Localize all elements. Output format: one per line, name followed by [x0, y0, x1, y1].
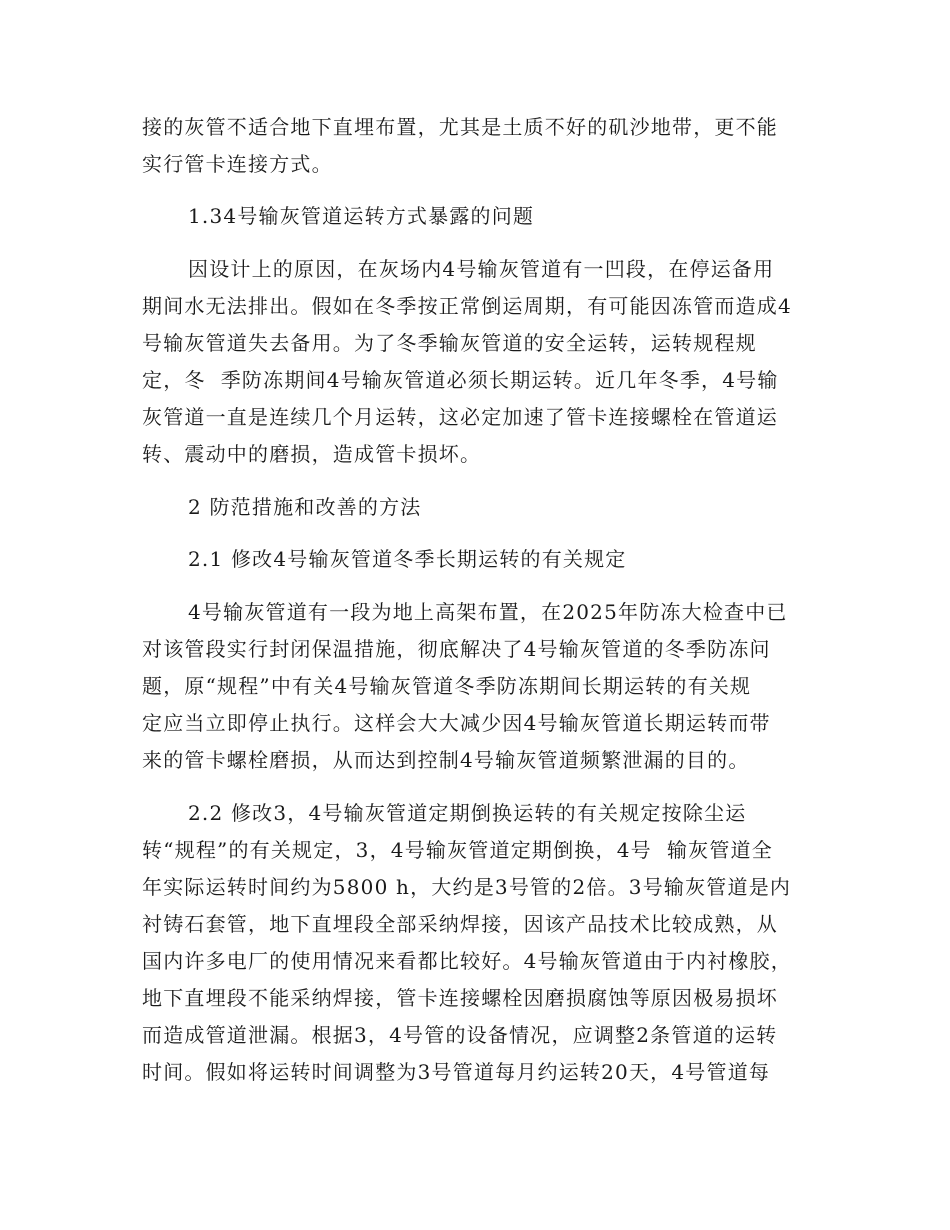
text-line: 对该管段实行封闭保温措施，彻底解决了4号输灰管道的冬季防冻问 [142, 637, 771, 661]
text-line: 转“规程”的有关规定，3，4号输灰管道定期倒换，4号 输灰管道全 [142, 838, 773, 862]
text-line: 地下直埋段不能采纳焊接，管卡连接螺栓因磨损腐蚀等原因极易损坏 [142, 986, 778, 1010]
text-line: 定应当立即停止执行。这样会大大减少因4号输灰管道长期运转而带 [142, 711, 771, 735]
text-line: 衬铸石套管，地下直埋段全部采纳焊接，因该产品技术比较成熟，从 [142, 912, 778, 936]
text-line: 接的灰管不适合地下直埋布置，尤其是土质不好的矶沙地带，更不能 [142, 115, 778, 139]
text-line: 灰管道一直是连续几个月运转，这必定加速了管卡连接螺栓在管道运 [142, 405, 778, 429]
subsection-heading: 2.1 修改4号输灰管道冬季长期运转的有关规定 [188, 547, 627, 571]
text-line: 题，原“规程”中有关4号输灰管道冬季防冻期间长期运转的有关规 [142, 674, 752, 698]
paragraph-first-line: 4号输灰管道有一段为地上高架布置，在2025年防冻大检查中已 [188, 600, 788, 624]
text-line: 时间。假如将运转时间调整为3号管道每月约运转20天，4号管道每 [142, 1060, 771, 1084]
text-line: 定，冬 季防冻期间4号输灰管道必须长期运转。近几年冬季，4号输 [142, 368, 779, 392]
section-heading: 2 防范措施和改善的方法 [188, 495, 422, 519]
text-line: 而造成管道泄漏。根据3，4号管的设备情况，应调整2条管道的运转 [142, 1023, 778, 1047]
paragraph-first-line: 因设计上的原因，在灰场内4号输灰管道有一凹段，在停运备用 [188, 257, 775, 281]
text-line: 年实际运转时间约为5800 h，大约是3号管的2倍。3号输灰管道是内 [142, 875, 792, 899]
subsection-heading: 2.2 修改3，4号输灰管道定期倒换运转的有关规定按除尘运 [188, 801, 747, 825]
text-line: 号输灰管道失去备用。为了冬季输灰管道的安全运转，运转规程规 [142, 331, 757, 355]
text-line: 期间水无法排出。假如在冬季按正常倒运周期，有可能因冻管而造成4 [142, 294, 792, 318]
section-heading: 1.34号输灰管道运转方式暴露的问题 [188, 204, 535, 228]
text-line: 来的管卡螺栓磨损，从而达到控制4号输灰管道频繁泄漏的目的。 [142, 748, 750, 772]
text-line: 实行管卡连接方式。 [142, 152, 333, 176]
text-line: 转、震动中的磨损，造成管卡损坏。 [142, 442, 482, 466]
text-line: 国内许多电厂的使用情况来看都比较好。4号输灰管道由于内衬橡胶， [142, 949, 792, 973]
